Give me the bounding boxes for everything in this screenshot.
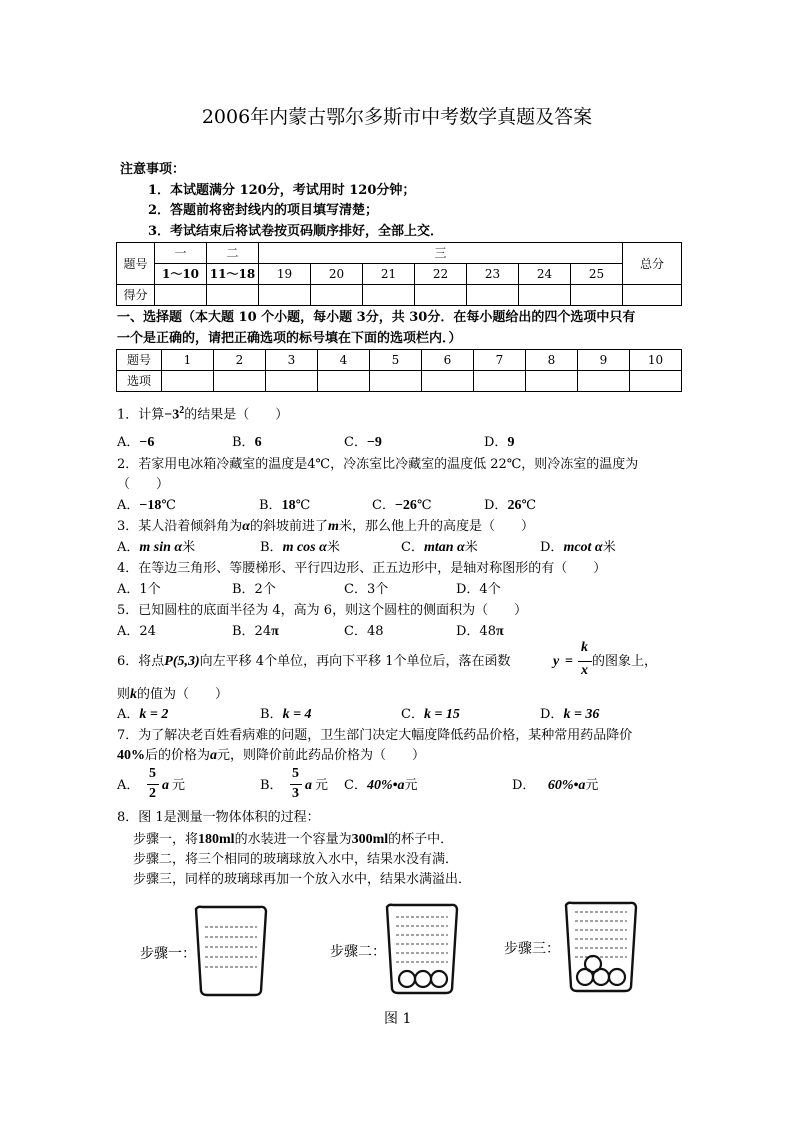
answer-num: 4	[318, 350, 370, 371]
score-tihao: 题号	[117, 243, 155, 285]
q2-option-d: D．26℃	[484, 498, 536, 513]
score-cell[interactable]	[155, 285, 207, 306]
page-title: 2006年内蒙古鄂尔多斯市中考数学真题及答案	[201, 106, 593, 128]
q7-option-a: A． 5 2 a 元	[117, 766, 186, 801]
figure-step3-label: 步骤三：	[504, 941, 560, 957]
q3-option-d: D．mcot α米	[540, 540, 616, 555]
q4-stem: 4．在等边三角形、等腰梯形、平行四边形、正五边形中，是轴对称图形的有（ ）	[117, 561, 607, 576]
q2-stem-line1: 2．若家用电冰箱冷藏室的温度是4℃，冷冻室比冷藏室的温度低 22℃，则冷冻室的温度为	[117, 457, 639, 472]
q7-stem-line1: 7．为了解决老百姓看病难的问题，卫生部门决定大幅度降低药品价格，某种常用药品降价	[117, 728, 633, 743]
q7-option-c: C．40%•a元	[344, 778, 418, 793]
q1-stem: 1．计算$-3^2$的结果是（ ）	[117, 405, 289, 423]
answer-cell[interactable]	[266, 371, 318, 392]
notice-item: 1．本试题满分 120分，考试用时 120分钟；	[148, 183, 416, 198]
fraction-bar	[147, 784, 159, 785]
answer-num: 1	[162, 350, 214, 371]
q1-option-b: B．6	[232, 435, 262, 450]
score-sec3: 三	[259, 243, 623, 264]
score-cell[interactable]	[363, 285, 415, 306]
q1-option-c: C．−9	[344, 435, 382, 450]
score-cell[interactable]	[415, 285, 467, 306]
q2-option-c: C．−26℃	[372, 498, 432, 513]
answer-num: 5	[370, 350, 422, 371]
answer-num: 7	[474, 350, 526, 371]
score-cell[interactable]	[571, 285, 623, 306]
answer-num: 8	[526, 350, 578, 371]
q6-option-a: A．k = 2	[117, 707, 169, 722]
q3-option-c: C．mtan α米	[401, 540, 478, 555]
answer-cell[interactable]	[318, 371, 370, 392]
q2-stem-line2: （ ）	[117, 477, 170, 492]
answer-num: 2	[214, 350, 266, 371]
beaker-step1	[193, 905, 269, 997]
score-defen: 得分	[117, 285, 155, 306]
answer-num: 9	[578, 350, 630, 371]
score-num: 22	[415, 264, 467, 285]
answer-cell[interactable]	[630, 371, 682, 392]
score-num: 23	[467, 264, 519, 285]
q8-step3: 步骤三，同样的玻璃球再加一个放入水中，结果水满溢出．	[133, 872, 472, 887]
score-sec1: 一	[155, 243, 207, 264]
q5-option-a: A．24	[117, 624, 156, 639]
q6-stem-line2: 则k的值为（ ）	[117, 687, 229, 702]
q1-option-d: D．9	[484, 435, 515, 450]
beaker-step2	[384, 903, 460, 995]
notice-item: 2．答题前将密封线内的项目填写清楚；	[148, 203, 379, 218]
score-num: 24	[519, 264, 571, 285]
answer-cell[interactable]	[474, 371, 526, 392]
q6-option-d: D．k = 36	[540, 707, 600, 722]
notice-heading: 注意事项：	[120, 162, 186, 177]
answer-table	[116, 349, 682, 392]
q6-option-b: B．k = 4	[260, 707, 312, 722]
figure-step1-label: 步骤一：	[140, 946, 196, 962]
section1-line1: 一、选择题（本大题 10 个小题，每小题 3分，共 30分．在每小题给出的四个选项中只有	[117, 310, 636, 325]
answer-cell[interactable]	[526, 371, 578, 392]
answer-xuanxiang: 选项	[117, 371, 162, 392]
q6-stem: 6．将点P(5,3)向左平移 4个单位，再向下平移 1个单位后，落在函数	[117, 654, 511, 669]
q8-step1: 步骤一，将180ml的水装进一个容量为300ml的杯子中．	[133, 832, 454, 847]
score-range2: 11～18	[207, 264, 259, 285]
answer-num: 3	[266, 350, 318, 371]
q4-option-c: C．3个	[344, 582, 389, 597]
beaker-step3	[563, 901, 639, 993]
q1-option-a: A．−6	[117, 435, 155, 450]
score-num: 25	[571, 264, 623, 285]
section1-line2: 一个是正确的，请把正确选项的标号填在下面的选项栏内．）	[117, 331, 462, 346]
q5-option-b: B．24π	[232, 624, 279, 639]
score-cell[interactable]	[623, 285, 682, 306]
q6-stem-tail: 的图象上，	[592, 654, 658, 669]
figure-step2-label: 步骤二：	[330, 944, 386, 960]
q7-stem-line2: 40%后的价格为a元，则降价前此药品价格为（ ）	[117, 748, 426, 763]
q3-stem: 3．某人沿着倾斜角为α的斜坡前进了m米，那么他上升的高度是（ ）	[117, 519, 534, 534]
q8-step2: 步骤二，将三个相同的玻璃球放入水中，结果水没有满．	[133, 852, 459, 867]
q4-option-a: A．1个	[117, 582, 161, 597]
q6-option-c: C．k = 15	[401, 707, 460, 722]
fraction-bar	[578, 661, 592, 662]
score-cell[interactable]	[311, 285, 363, 306]
score-num: 21	[363, 264, 415, 285]
figure-caption: 图 1	[384, 1011, 412, 1027]
q4-option-b: B．2个	[232, 582, 276, 597]
answer-cell[interactable]	[162, 371, 214, 392]
score-num: 20	[311, 264, 363, 285]
answer-cell[interactable]	[422, 371, 474, 392]
q3-option-b: B．m cos α米	[260, 540, 340, 555]
q5-stem: 5．已知圆柱的底面半径为 4，高为 6，则这个圆柱的侧面积为（ ）	[117, 603, 528, 618]
score-cell[interactable]	[519, 285, 571, 306]
fraction-bar	[290, 784, 302, 785]
answer-tihao: 题号	[117, 350, 162, 371]
answer-cell[interactable]	[370, 371, 422, 392]
q4-option-d: D．4个	[456, 582, 501, 597]
score-cell[interactable]	[207, 285, 259, 306]
notice-item: 3．考试结束后将试卷按页码顺序排好，全部上交．	[148, 224, 444, 239]
q3-option-a: A．m sin α米	[117, 540, 196, 555]
q8-stem: 8．图 1是测量一物体体积的过程：	[117, 810, 320, 825]
q2-option-b: B．18℃	[259, 498, 311, 513]
score-zongfen: 总分	[623, 243, 682, 285]
score-cell[interactable]	[467, 285, 519, 306]
q5-option-d: D．48π	[456, 624, 504, 639]
q7-option-d: D． 60%•a元	[512, 778, 599, 793]
answer-num: 6	[422, 350, 474, 371]
answer-num: 10	[630, 350, 682, 371]
score-sec2: 二	[207, 243, 259, 264]
q5-option-c: C．48	[344, 624, 384, 639]
q7-option-b: B． 5 3 a 元	[260, 766, 329, 801]
answer-cell[interactable]	[578, 371, 630, 392]
answer-cell[interactable]	[214, 371, 266, 392]
q6-function: y = k x	[553, 640, 603, 680]
score-table	[116, 242, 682, 306]
score-cell[interactable]	[259, 285, 311, 306]
q2-option-a: A．−18℃	[117, 498, 176, 513]
score-num: 19	[259, 264, 311, 285]
score-range1: 1～10	[155, 264, 207, 285]
